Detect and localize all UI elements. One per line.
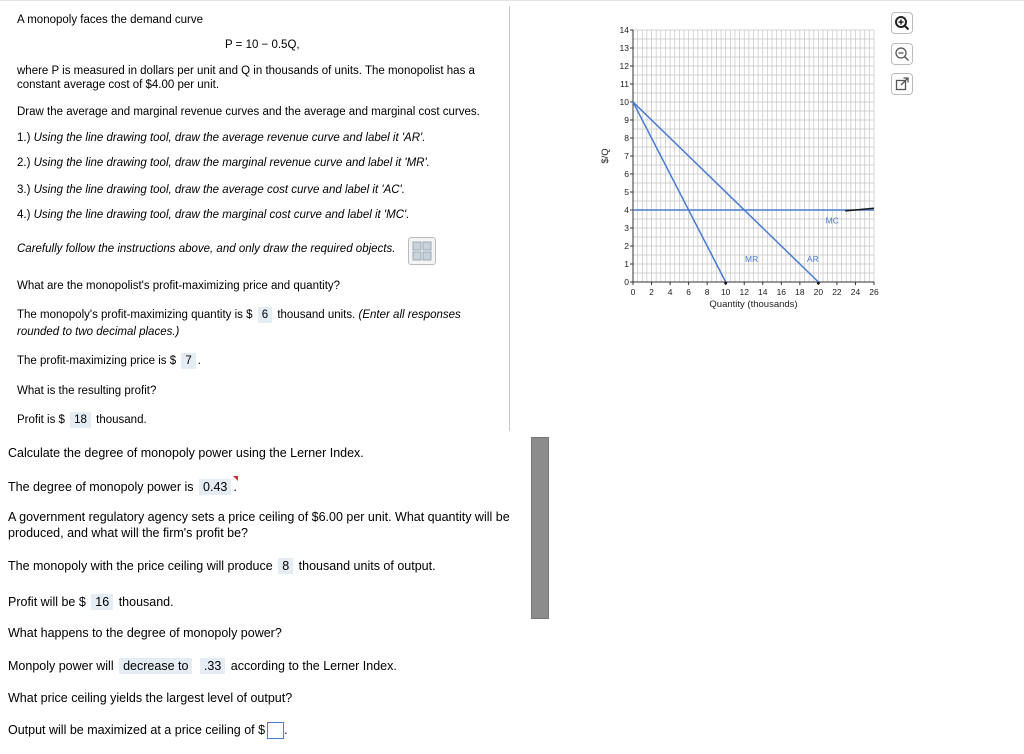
q1-quantity-answer[interactable]: 6 <box>258 307 272 323</box>
problem-where-line2: constant average cost of $4.00 per unit. <box>17 79 220 91</box>
step-text: Using the line drawing tool, draw the marginal cost curve and label it 'MC'. <box>33 209 410 221</box>
y-tick-label: 6 <box>624 169 629 179</box>
curve-label-mc: MC <box>825 215 839 226</box>
x-tick-label: 20 <box>813 287 824 297</box>
rounding-note: (Enter all responses <box>358 309 461 321</box>
scrollbar-thumb[interactable] <box>531 437 549 619</box>
q5-question: What happens to the degree of monopoly power? <box>8 626 282 640</box>
x-tick-label: 0 <box>630 287 636 297</box>
y-tick-label: 7 <box>624 151 629 161</box>
x-tick-label: 12 <box>739 287 749 297</box>
external-link-icon[interactable] <box>891 73 913 95</box>
q1-price-line <box>17 353 201 369</box>
step-number: 4.) <box>17 209 34 221</box>
period: . <box>197 355 201 367</box>
q2-profit-answer[interactable]: 18 <box>70 412 91 428</box>
q1-quantity-line <box>17 307 461 323</box>
q6-answer-input[interactable] <box>267 722 284 739</box>
x-tick-label: 18 <box>795 287 805 297</box>
y-tick-label: 2 <box>624 241 629 251</box>
zoom-out-icon[interactable] <box>891 43 913 65</box>
step-text: Using the line drawing tool, draw the average cost curve and label it 'AC'. <box>33 184 405 196</box>
x-tick-label: 6 <box>686 287 691 297</box>
y-tick-label: 12 <box>619 61 629 71</box>
curve-label-mr: MR <box>745 254 759 265</box>
q5-label: Monpoly power will <box>8 659 114 673</box>
step-text: Using the line drawing tool, draw the average revenue curve and label it 'AR'. <box>33 132 426 144</box>
q1-price-label: The profit-maximizing price is $ <box>17 355 177 367</box>
y-tick-label: 10 <box>619 97 629 107</box>
q2-profit-line <box>17 412 147 428</box>
x-tick-label: 10 <box>720 287 731 297</box>
q4-produce-unit: thousand units of output. <box>298 559 436 573</box>
q2-profit-label: Profit is $ <box>17 414 65 426</box>
x-tick-label: 16 <box>776 287 787 297</box>
q4-question-line2: produced, and what will the firm's profit be? <box>8 526 249 540</box>
ar-endpoint-marker <box>817 282 820 285</box>
zoom-in-icon[interactable] <box>891 12 913 34</box>
step-3 <box>17 183 405 197</box>
q3-answer[interactable]: 0.43 <box>199 479 231 495</box>
x-tick-label: 24 <box>850 287 861 297</box>
q3-line <box>8 479 237 495</box>
column-divider <box>509 6 510 431</box>
incorrect-marker <box>233 476 238 481</box>
step-number: 2.) <box>17 157 34 169</box>
q6-line <box>8 722 288 739</box>
period: . <box>284 722 288 737</box>
q1-quantity-unit: thousand units. <box>277 309 356 321</box>
x-tick-label: 8 <box>704 287 710 297</box>
q5-select-answer[interactable]: decrease to <box>119 658 192 674</box>
q4-profit-unit: thousand. <box>118 595 174 609</box>
x-axis-label: Quantity (thousands) <box>709 299 798 310</box>
x-tick-label: 22 <box>832 287 842 297</box>
y-tick-label: 13 <box>619 43 629 53</box>
mr-endpoint-marker <box>724 282 727 285</box>
step-number: 1.) <box>17 132 34 144</box>
step-4 <box>17 208 409 222</box>
q4-produce-answer[interactable]: 8 <box>278 558 293 574</box>
y-tick-label: 14 <box>619 25 629 35</box>
step-2 <box>17 156 430 170</box>
q6-question: What price ceiling yields the largest level of output? <box>8 691 293 705</box>
step-1 <box>17 131 425 145</box>
x-tick-label: 2 <box>649 287 654 297</box>
step-number: 3.) <box>17 184 34 196</box>
q4-profit-answer[interactable]: 16 <box>91 594 113 610</box>
step-text: Using the line drawing tool, draw the marginal revenue curve and label it 'MR'. <box>33 157 430 169</box>
y-tick-label: 3 <box>624 223 629 233</box>
top-divider <box>0 0 1024 1</box>
q4-produce-label: The monopoly with the price ceiling will produce <box>8 559 273 573</box>
q5-suffix: according to the Lerner Index. <box>230 659 397 673</box>
x-tick-label: 4 <box>667 287 673 297</box>
q6-label: Output will be maximized at a price ceiling of $ <box>8 722 266 737</box>
q2-profit-unit: thousand. <box>96 414 147 426</box>
drawing-tool-icon[interactable] <box>408 237 436 265</box>
q5-line <box>8 658 397 674</box>
x-tick-label: 14 <box>758 287 768 297</box>
demand-equation: P = 10 − 0.5Q, <box>225 39 300 51</box>
revenue-cost-chart[interactable] <box>596 20 896 320</box>
y-axis-label: $/Q <box>600 148 611 164</box>
y-tick-label: 1 <box>624 259 629 269</box>
x-tick-label: 26 <box>869 287 879 297</box>
y-tick-label: 0 <box>624 277 629 287</box>
q4-profit-line <box>8 594 174 610</box>
q3-label: The degree of monopoly power is <box>8 480 194 494</box>
y-tick-label: 8 <box>624 133 629 143</box>
curve-label-ar: AR <box>806 254 819 265</box>
q1-price-answer[interactable]: 7 <box>181 353 195 369</box>
problem-where-line1: where P is measured in dollars per unit and Q in thousands of units. The monopolist has a <box>17 65 475 77</box>
q3-question: Calculate the degree of monopoly power using the Lerner Index. <box>8 446 364 460</box>
y-tick-label: 4 <box>624 205 629 215</box>
problem-intro: A monopoly faces the demand curve <box>17 14 204 26</box>
q4-profit-label: Profit will be $ <box>8 595 86 609</box>
q4-question-line1: A government regulatory agency sets a price ceiling of $6.00 per unit. What quantity will be <box>8 510 510 524</box>
q2-question: What is the resulting profit? <box>17 385 157 397</box>
draw-prompt: Draw the average and marginal revenue curves and the average and marginal cost curves. <box>17 106 480 118</box>
period: . <box>233 480 237 494</box>
q5-value-answer[interactable]: .33 <box>200 658 225 674</box>
q1-quantity-label: The monopoly's profit-maximizing quantity is $ <box>17 309 253 321</box>
y-tick-label: 5 <box>624 187 629 197</box>
y-tick-label: 9 <box>624 115 629 125</box>
q1-question: What are the monopolist's profit-maximizing price and quantity? <box>17 280 341 292</box>
y-tick-label: 11 <box>620 79 629 89</box>
rounding-note-cont: rounded to two decimal places.) <box>17 326 180 338</box>
q4-produce-line <box>8 558 436 574</box>
careful-note: Carefully follow the instructions above, and only draw the required objects. <box>17 243 396 255</box>
